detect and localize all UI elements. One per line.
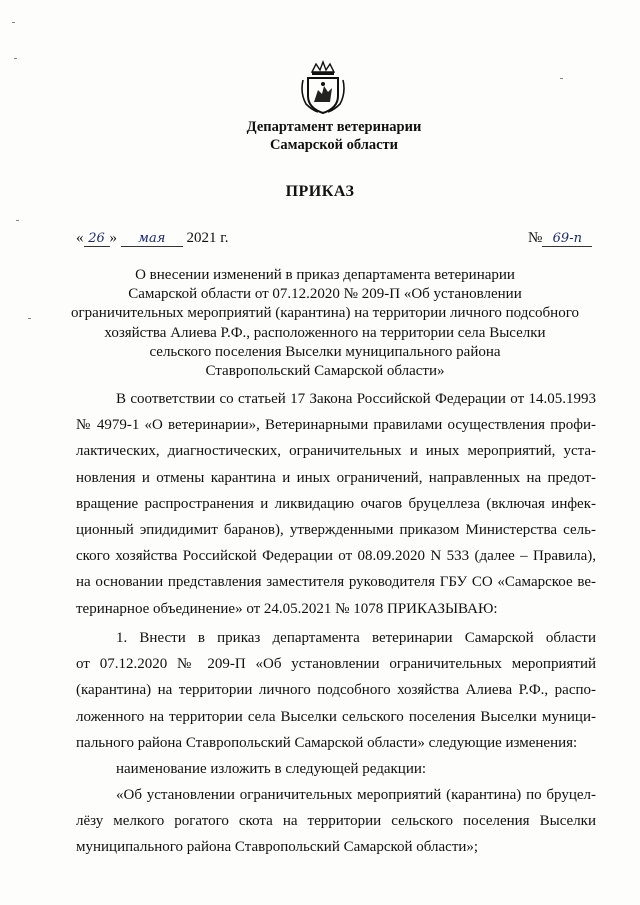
text-line: «Об установлении ограничительных мероприятий (карантина) по бруцел- — [116, 787, 596, 803]
preamble-paragraph — [76, 386, 596, 622]
text-line: от 07.12.2020 № 209-П «Об установлении ограничительных мероприятий — [76, 656, 596, 673]
document-title: ПРИКАЗ — [285, 183, 355, 200]
date-day: 26 — [84, 231, 110, 247]
number-prefix: № — [528, 230, 543, 246]
subject-line: хозяйства Алиева Р.Ф., расположенного на территории села Выселки — [104, 324, 546, 341]
text-line: ского хозяйства Российской Федерации от 08.09.2020 N 533 (далее – Правила), — [76, 548, 596, 565]
clause-1-paragraph — [76, 625, 596, 756]
order-subject — [60, 266, 590, 381]
text-line: пального района Ставропольский Самарской области» следующие изменения: — [76, 734, 578, 751]
date-year: 2021 г. — [186, 230, 229, 246]
subject-line: сельского поселения Выселки муниципального района — [149, 343, 501, 360]
text-line: наименование изложить в следующей редакции: — [116, 761, 427, 777]
coat-of-arms-icon — [300, 58, 346, 116]
text-line: 1. Внести в приказ департамента ветеринарии Самарской области — [116, 630, 596, 646]
text-line: муниципального района Ставропольский Самарской области»; — [76, 839, 479, 856]
scan-speck — [14, 58, 17, 59]
subject-line: Самарской области от 07.12.2020 № 209-П «Об установлении — [128, 286, 522, 303]
text-line: (карантина) на территории личного подсобного хозяйства Алиева Р.Ф., распо- — [76, 682, 596, 699]
amendment-intro-paragraph — [76, 756, 596, 782]
scan-speck — [16, 220, 19, 221]
date-open-quote: « — [76, 230, 84, 246]
scan-speck — [12, 22, 15, 23]
subject-line: Ставропольский Самарской области» — [205, 363, 445, 380]
number-value: 69-п — [542, 231, 592, 247]
amendment-text-paragraph — [76, 782, 596, 861]
scan-speck — [560, 78, 563, 79]
order-number — [528, 230, 592, 247]
text-line: лёзу мелкого рогатого скота на территории сельского поселения Выселки — [76, 813, 596, 830]
date-close-quote: » — [109, 230, 117, 246]
text-line: вращение распространения и ликвидацию очагов бруцеллеза (включая инфек- — [76, 495, 596, 512]
subject-line: ограничительных мероприятий (карантина) на территории личного подсобного — [71, 305, 579, 322]
department-name-line2: Самарской области — [269, 137, 399, 153]
text-line: ционный эпидидимит баранов), утвержденными приказом Министерства сель- — [76, 522, 596, 539]
text-line: новления и отмены карантина и иных ограничений, направленных на предот- — [76, 469, 596, 486]
text-line: лактических, диагностических, ограничительных и иных мероприятий, уста- — [76, 443, 596, 460]
department-name-line1: Департамент ветеринарии — [246, 119, 422, 135]
order-date — [76, 230, 228, 247]
text-line: на основании представления заместителя руководителя ГБУ СО «Самарское ве- — [76, 574, 596, 591]
date-month: мая — [121, 231, 183, 247]
text-line: № 4979-1 «О ветеринарии», Ветеринарными правилами осуществления профи- — [76, 417, 596, 434]
text-line: В соответствии со статьей 17 Закона Российской Федерации от 14.05.1993 — [116, 391, 596, 407]
scan-speck — [28, 318, 31, 319]
text-line: ложенного на территории села Выселки сельского поселения Выселки муници- — [76, 708, 596, 725]
subject-line: О внесении изменений в приказ департамента ветеринарии — [135, 267, 515, 283]
text-line: теринарное объединение» от 24.05.2021 № 1078 ПРИКАЗЫВАЮ: — [76, 600, 498, 617]
